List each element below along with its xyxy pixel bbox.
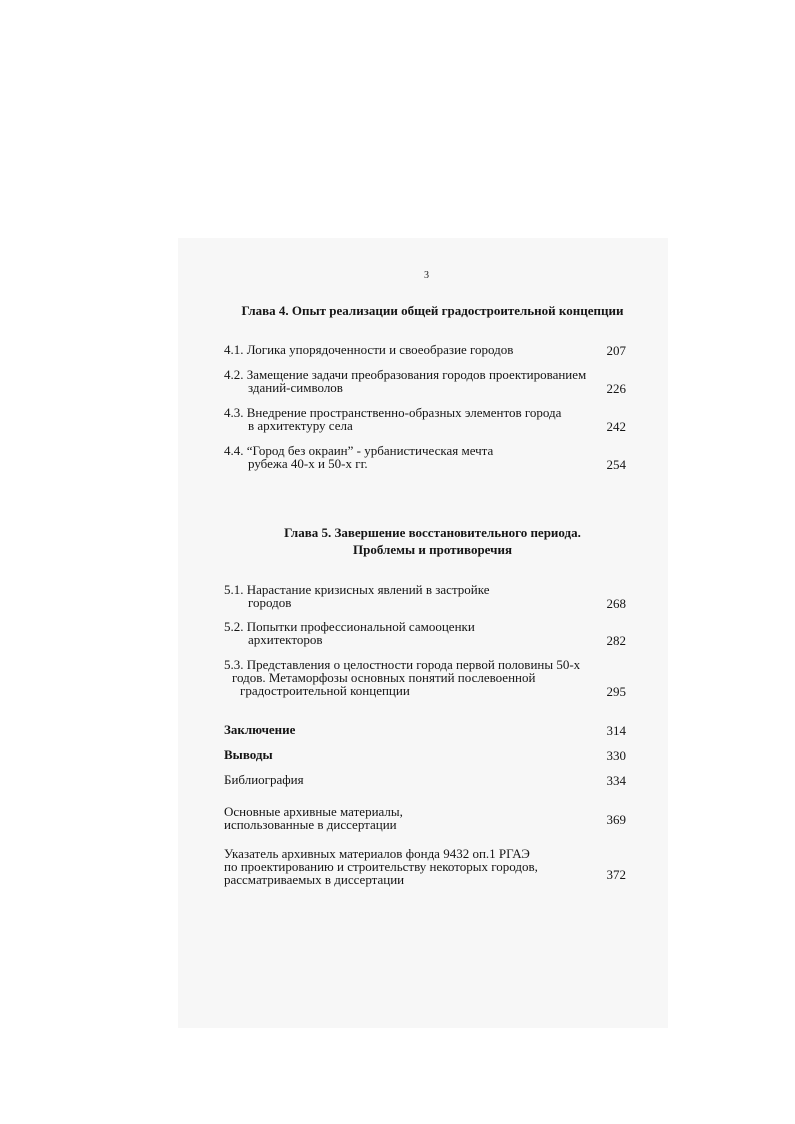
toc-entry-bibliography [224, 773, 624, 786]
entry-text: 5.2. Попытки профессиональной самооценки [224, 619, 475, 634]
toc-entry-index [224, 847, 624, 886]
toc-entry-5-1 [224, 583, 624, 609]
page-ref-conclusion: 314 [606, 723, 626, 738]
toc-entry-4-4 [224, 444, 624, 470]
entry-text: рубежа 40-х и 50-х гг. [248, 456, 368, 471]
page-ref-4-2: 226 [606, 381, 626, 396]
entry-text: 4.3. Внедрение пространственно-образных элементов города [224, 405, 562, 420]
entry-text: годов. Метаморфозы основных понятий послевоенной [232, 670, 536, 685]
entry-text: Основные архивные материалы, [224, 804, 403, 819]
entry-text: 4.1. Логика упорядоченности и своеобразие городов [224, 342, 514, 357]
page-ref-5-2: 282 [606, 633, 626, 648]
toc-entry-5-3 [224, 658, 624, 697]
page-number: 3 [424, 270, 429, 281]
page-ref-bibliography: 334 [606, 773, 626, 788]
entry-text: Выводы [224, 747, 273, 762]
page-ref-index: 372 [606, 867, 626, 882]
entry-text: архитекторов [248, 632, 323, 647]
entry-text: использованные в диссертации [224, 817, 397, 832]
entry-text: Библиография [224, 772, 304, 787]
chapter-4-heading: Глава 4. Опыт реализации общей градостроительной концепции [241, 303, 624, 318]
entry-text: 5.3. Представления о целостности города первой половины 50-х [224, 657, 581, 672]
toc-entry-findings [224, 748, 624, 761]
page-ref-archives: 369 [606, 812, 626, 827]
toc-entry-conclusion [224, 723, 624, 736]
page-ref-5-3: 295 [606, 684, 626, 699]
page-ref-findings: 330 [606, 748, 626, 763]
toc-entry-4-1 [224, 343, 624, 356]
entry-text: городов [248, 595, 292, 610]
page-ref-5-1: 268 [606, 596, 626, 611]
entry-text: в архитектуру села [248, 418, 353, 433]
entry-text: рассматриваемых в диссертации [224, 872, 405, 887]
page-ref-4-4: 254 [606, 457, 626, 472]
entry-text: по проектированию и строительству некоторых городов, [224, 859, 538, 874]
chapter-5-heading-line-2: Проблемы и противоречия [353, 542, 512, 557]
toc-entry-4-2 [224, 368, 624, 394]
entry-text: Заключение [224, 722, 296, 737]
entry-text: зданий-символов [248, 380, 343, 395]
toc-entry-4-3 [224, 406, 624, 432]
entry-text: градостроительной концепции [240, 683, 410, 698]
entry-text: 5.1. Нарастание кризисных явлений в застройке [224, 582, 490, 597]
entry-text: 4.4. “Город без окраин” - урбанистическая мечта [224, 443, 494, 458]
entry-text: 4.2. Замещение задачи преобразования городов проектированием [224, 367, 587, 382]
entry-text: Указатель архивных материалов фонда 9432 оп.1 РГАЭ [224, 846, 530, 861]
toc-entry-5-2 [224, 620, 624, 646]
page-ref-4-3: 242 [606, 419, 626, 434]
toc-entry-archives [224, 805, 624, 831]
page-ref-4-1: 207 [606, 343, 626, 358]
chapter-5-heading-line-1: Глава 5. Завершение восстановительного периода. [284, 525, 581, 540]
